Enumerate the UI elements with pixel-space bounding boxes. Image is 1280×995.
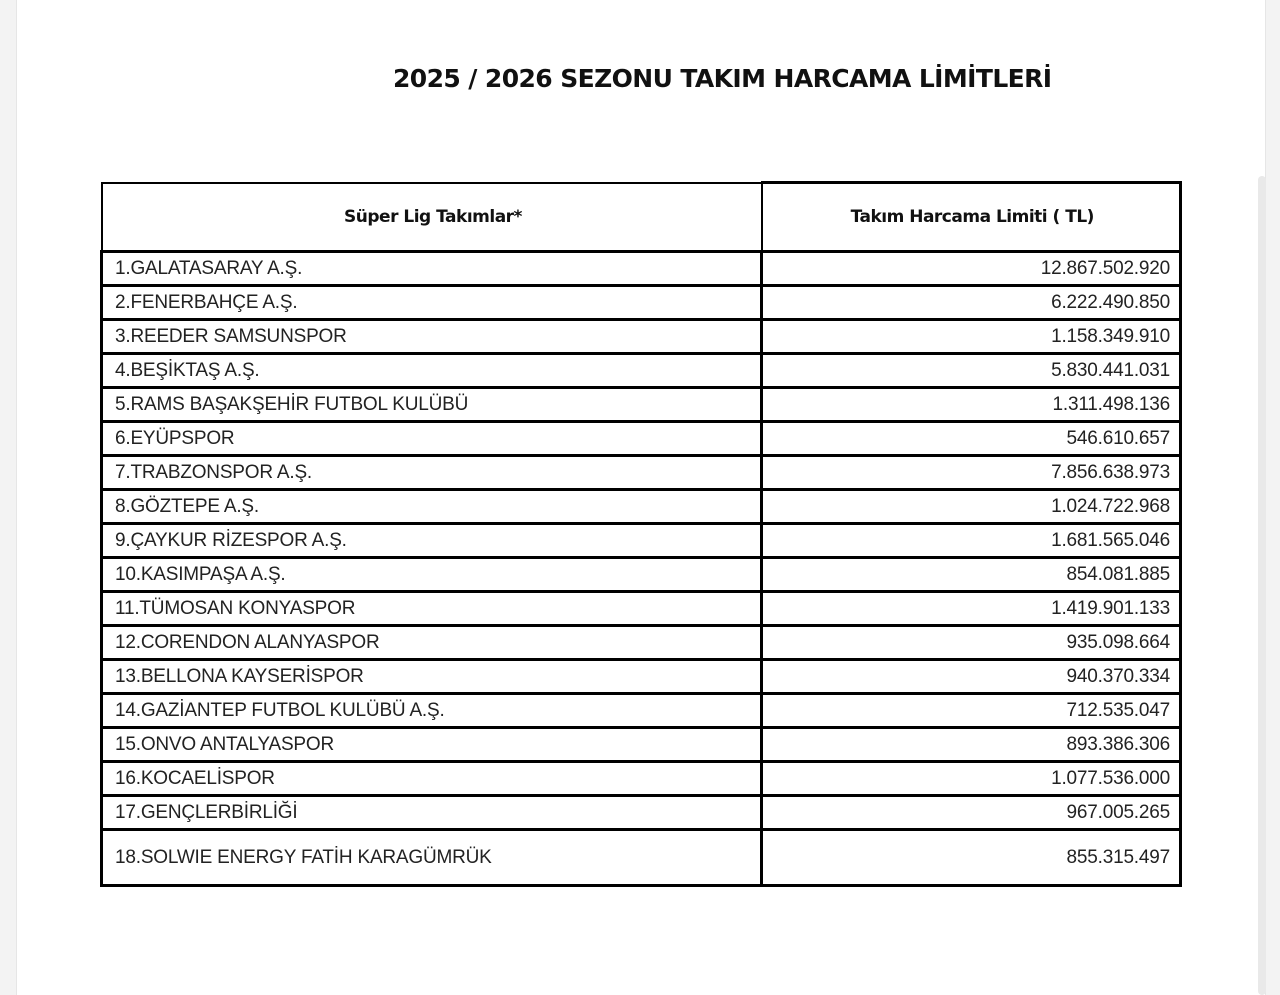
- spending-limit: 893.386.306: [762, 728, 1181, 762]
- table-row: [102, 252, 1181, 286]
- spending-limit: 1.024.722.968: [762, 490, 1181, 524]
- table-row: [102, 762, 1181, 796]
- team-name: 12.CORENDON ALANYASPOR: [102, 626, 762, 660]
- team-name: 6.EYÜPSPOR: [102, 422, 762, 456]
- spending-limit: 7.856.638.973: [762, 456, 1181, 490]
- team-name: 13.BELLONA KAYSERİSPOR: [102, 660, 762, 694]
- spending-limit: 5.830.441.031: [762, 354, 1181, 388]
- page-title: 2025 / 2026 SEZONU TAKIM HARCAMA LİMİTLERİ: [393, 64, 1052, 93]
- table-row: [102, 592, 1181, 626]
- spending-limit: 967.005.265: [762, 796, 1181, 830]
- team-name: 16.KOCAELİSPOR: [102, 762, 762, 796]
- table-row: [102, 524, 1181, 558]
- team-name: 2.FENERBAHÇE A.Ş.: [102, 286, 762, 320]
- spending-limit: 712.535.047: [762, 694, 1181, 728]
- table-row: [102, 660, 1181, 694]
- team-name: 10.KASIMPAŞA A.Ş.: [102, 558, 762, 592]
- header-spending-limit: Takım Harcama Limiti ( TL): [762, 183, 1181, 252]
- table-row: [102, 626, 1181, 660]
- table-row: [102, 456, 1181, 490]
- team-name: 8.GÖZTEPE A.Ş.: [102, 490, 762, 524]
- team-name: 3.REEDER SAMSUNSPOR: [102, 320, 762, 354]
- spending-limit: 1.681.565.046: [762, 524, 1181, 558]
- table-row: [102, 728, 1181, 762]
- team-name: 18.SOLWIE ENERGY FATİH KARAGÜMRÜK: [102, 830, 762, 886]
- table-row: [102, 286, 1181, 320]
- team-name: 1.GALATASARAY A.Ş.: [102, 252, 762, 286]
- table-row: [102, 830, 1181, 886]
- spending-limit: 1.158.349.910: [762, 320, 1181, 354]
- table-row: [102, 558, 1181, 592]
- spending-limit: 1.077.536.000: [762, 762, 1181, 796]
- spending-limit: 854.081.885: [762, 558, 1181, 592]
- team-name: 14.GAZİANTEP FUTBOL KULÜBÜ A.Ş.: [102, 694, 762, 728]
- team-name: 11.TÜMOSAN KONYASPOR: [102, 592, 762, 626]
- team-name: 4.BEŞİKTAŞ A.Ş.: [102, 354, 762, 388]
- spending-limit: 546.610.657: [762, 422, 1181, 456]
- table-row: [102, 796, 1181, 830]
- team-name: 7.TRABZONSPOR A.Ş.: [102, 456, 762, 490]
- scrollbar[interactable]: [1258, 176, 1266, 995]
- table-row: [102, 388, 1181, 422]
- spending-limit: 1.419.901.133: [762, 592, 1181, 626]
- table-row: [102, 320, 1181, 354]
- table-row: [102, 422, 1181, 456]
- spending-limit: 935.098.664: [762, 626, 1181, 660]
- header-teams: Süper Lig Takımlar*: [102, 183, 762, 252]
- table-row: [102, 354, 1181, 388]
- table-row: [102, 694, 1181, 728]
- team-name: 17.GENÇLERBİRLİĞİ: [102, 796, 762, 830]
- spending-limit: 855.315.497: [762, 830, 1181, 886]
- spending-limit: 1.311.498.136: [762, 388, 1181, 422]
- spending-limits-table: [100, 181, 1182, 887]
- team-name: 9.ÇAYKUR RİZESPOR A.Ş.: [102, 524, 762, 558]
- team-name: 15.ONVO ANTALYASPOR: [102, 728, 762, 762]
- table-row: [102, 490, 1181, 524]
- table-header-row: [102, 183, 1181, 252]
- team-name: 5.RAMS BAŞAKŞEHİR FUTBOL KULÜBÜ: [102, 388, 762, 422]
- spending-limit: 940.370.334: [762, 660, 1181, 694]
- spending-limit: 6.222.490.850: [762, 286, 1181, 320]
- spending-limit: 12.867.502.920: [762, 252, 1181, 286]
